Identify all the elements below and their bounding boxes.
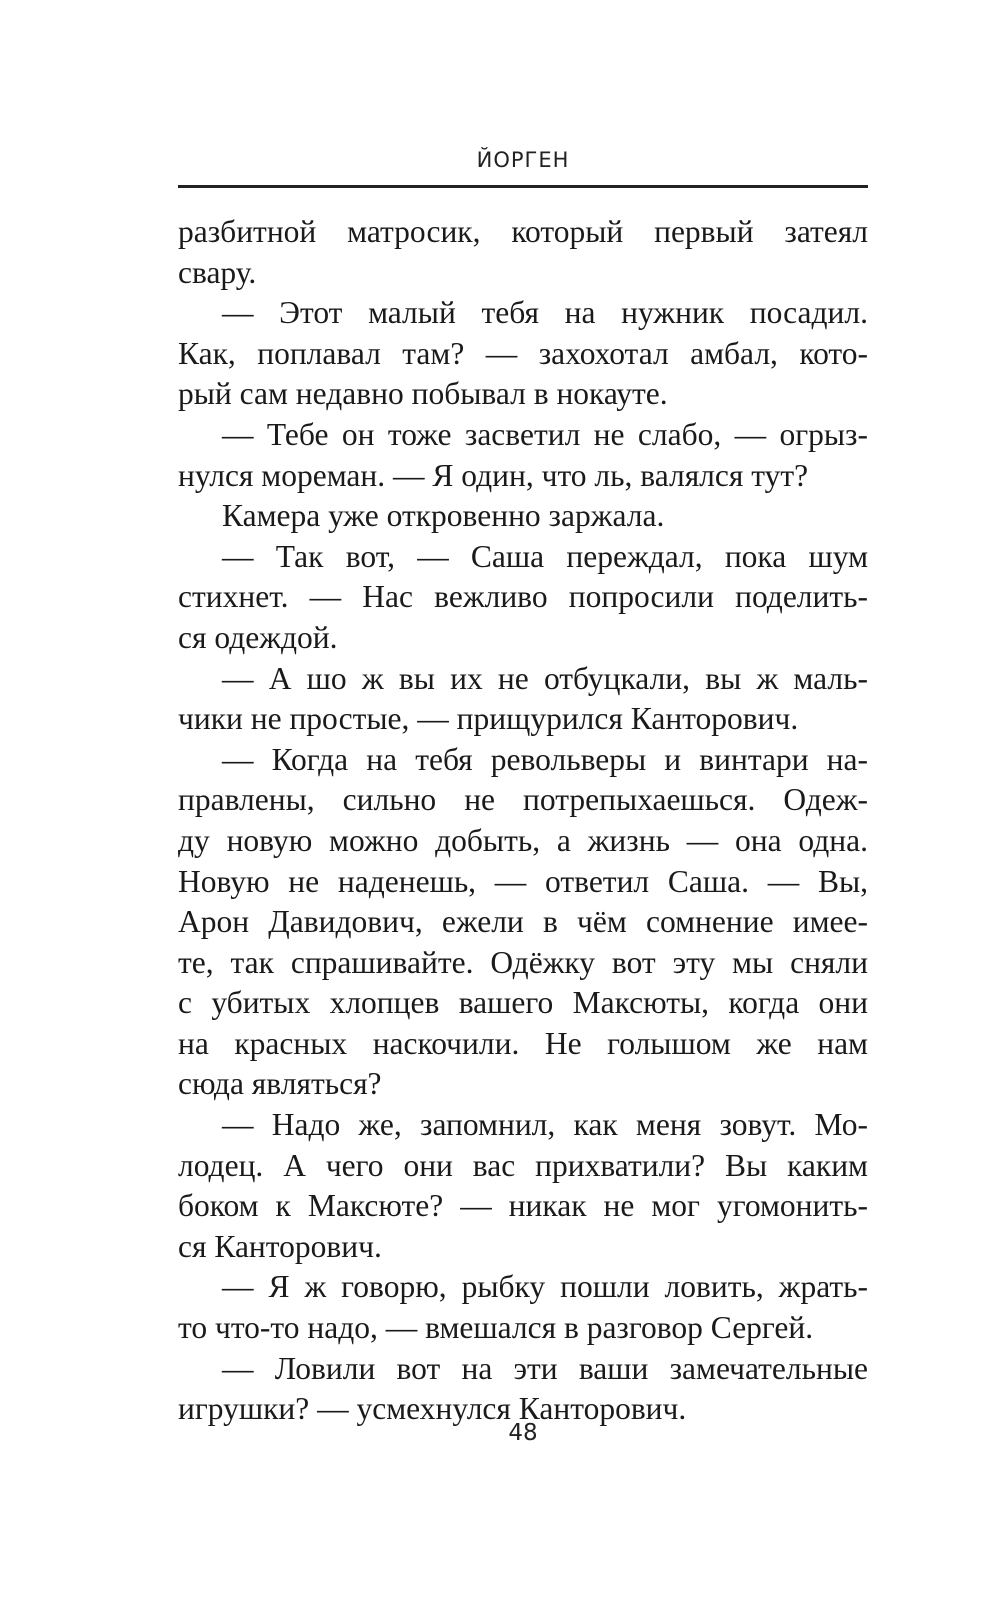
text-line: — Ловили вот на эти ваши замечательные [222,1350,868,1386]
text-line: Арон Давидович, ежели в чём сомнение имее- [178,904,868,940]
text-line: лодец. А чего они вас прихватили? Вы каким [178,1147,868,1183]
text-line: правлены, сильно не потрепыхаешься. Одеж- [178,782,868,818]
text-line: — Этот малый тебя на нужник посадил. [222,295,868,331]
text-line: нулся мореман. — Я один, что ль, валялся тут? [178,457,809,493]
header-rule [178,185,868,188]
text-line: — А шо ж вы их не отбуцкали, вы ж маль- [222,660,868,696]
text-line: то что-то надо, — вмешался в разговор Сергей. [178,1310,814,1346]
text-line: те, так спрашивайте. Одёжку вот эту мы сняли [178,944,868,980]
text-line: — Так вот, — Саша переждал, пока шум [222,538,868,574]
text-line: Камера уже откровенно заржала. [222,498,665,534]
text-line: сюда являться? [178,1066,382,1102]
text-line: — Тебе он тоже засветил не слабо, — огрыз- [222,416,868,452]
text-line: Новую не наденешь, — ответил Саша. — Вы, [178,863,868,899]
text-line: чики не простые, — прищурился Канторович. [178,701,799,737]
text-line: стихнет. — Нас вежливо попросили поделить- [178,579,868,615]
text-line: — Я ж говорю, рыбку пошли ловить, жрать- [222,1269,868,1305]
text-line: свару. [178,254,257,290]
text-line: — Когда на тебя револьверы и винтари на- [222,741,868,777]
text-line: — Надо же, запомнил, как меня зовут. Мо- [222,1107,868,1143]
text-line: с убитых хлопцев вашего Максюты, когда они [178,985,868,1021]
page-number: 48 [508,1420,538,1446]
text-line: разбитной матросик, который первый затеял [178,214,868,249]
text-line: ся Канторович. [178,1228,382,1264]
text-line: ся одеждой. [178,619,338,655]
text-line: рый сам недавно побывал в нокауте. [178,376,668,412]
text-line: на красных наскочили. Не голышом же нам [178,1025,868,1061]
text-line: ду новую можно добыть, а жизнь — она одна. [178,822,868,858]
text-line: Как, поплавал там? — захохотал амбал, кото- [178,335,868,371]
text-line: боком к Максюте? — никак не мог угомонить- [178,1188,868,1224]
running-head: ЙОРГЕН [476,148,570,172]
text-line: игрушки? — усмехнулся Канторович. [178,1391,687,1427]
body-text [178,212,868,1430]
